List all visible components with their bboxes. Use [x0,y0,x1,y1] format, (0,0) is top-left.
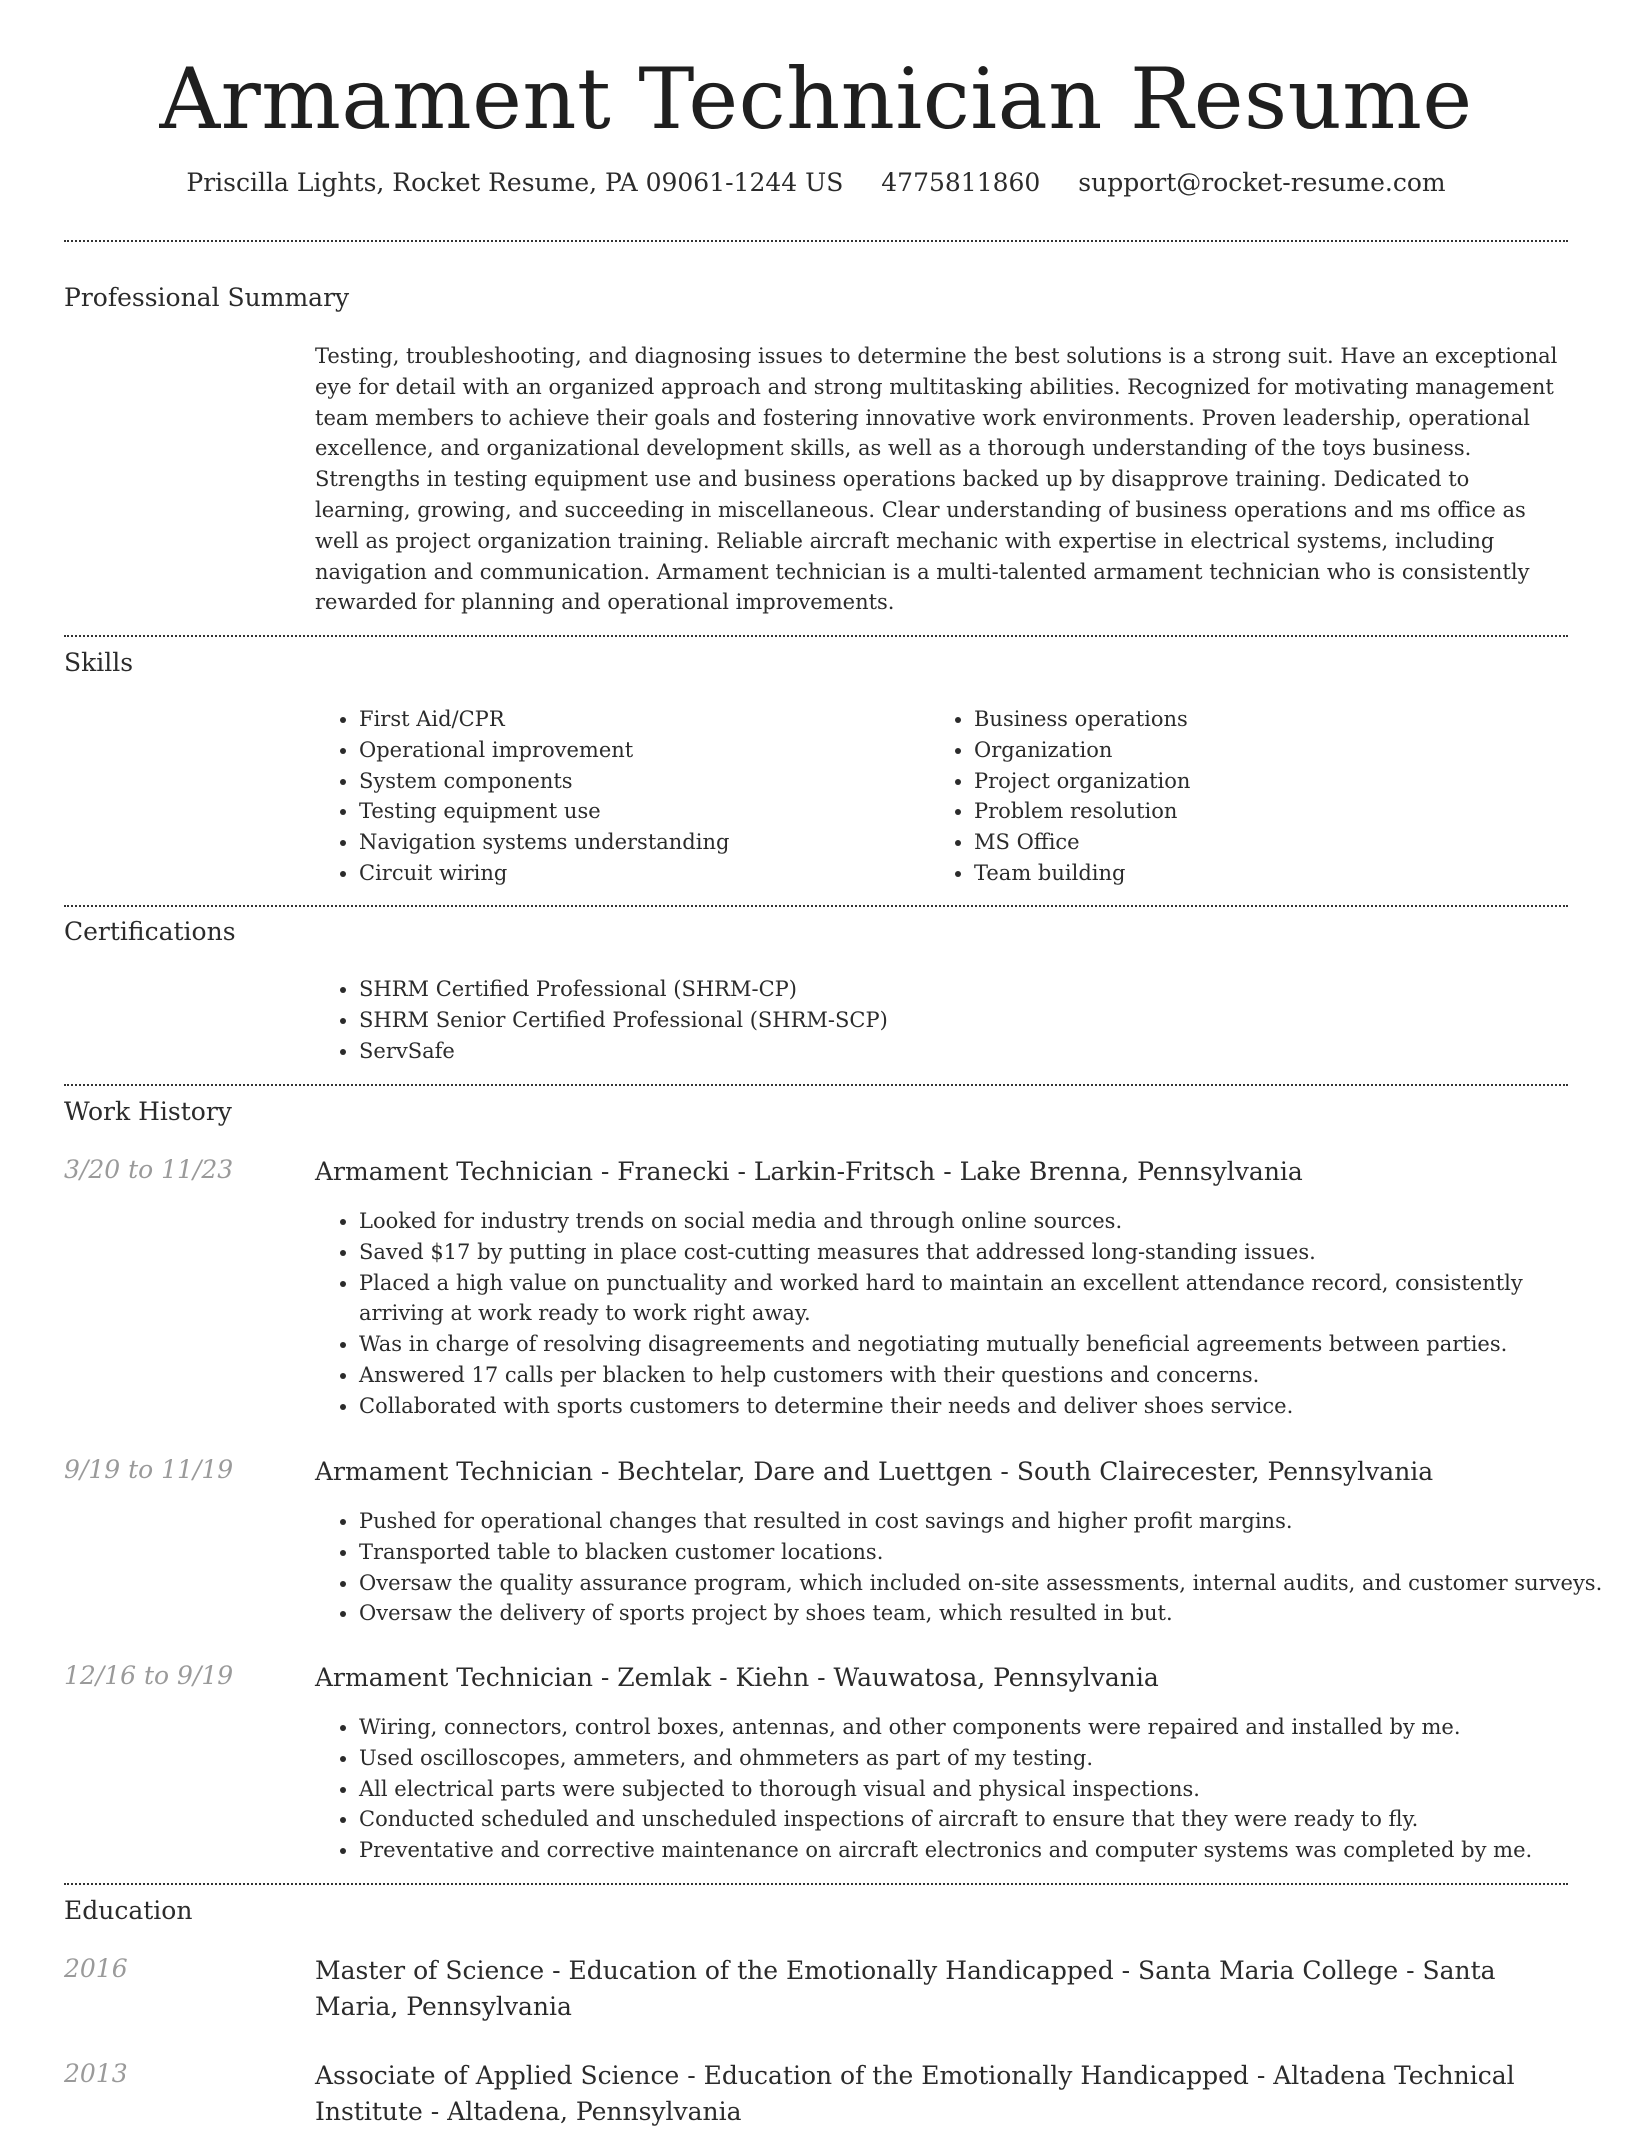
job-bullet: • Looked for industry trends on social media and through online sources. [359,1206,1609,1237]
job-bullet: • Was in charge of resolving disagreements and negotiating mutually beneficial agreements between parties. [359,1329,1609,1360]
job-bullet: • Saved $17 by putting in place cost-cutting measures that addressed long-standing issues. [359,1237,1609,1268]
contact-phone: 4775811860 [881,168,1041,197]
skills-list-left [315,704,919,889]
education-year: 2016 [64,1954,128,1983]
skill-item: • Business operations [974,704,1574,735]
job-bullet: • Oversaw the quality assurance program, which included on-site assessments, internal audits, and customer surveys. [359,1568,1609,1599]
skill-item: • Operational improvement [359,735,919,766]
contact-address: Priscilla Lights, Rocket Resume, PA 09061-1244 US [186,168,844,197]
skill-item: • Team building [974,858,1574,889]
skill-item: • Navigation systems understanding [359,827,919,858]
contact-line [0,168,1632,197]
section-divider [64,1883,1568,1885]
job-dates: 3/20 to 11/23 [64,1155,234,1184]
job-bullet: • Preventative and corrective maintenance on aircraft electronics and computer systems was completed by me. [359,1835,1609,1866]
job-dates: 9/19 to 11/19 [64,1455,234,1484]
skill-item: • MS Office [974,827,1574,858]
education-year: 2013 [64,2059,128,2088]
job-bullet: • Collaborated with sports customers to determine their needs and deliver shoes service. [359,1391,1609,1422]
resume-title: Armament Technician Resume [159,50,1473,148]
job-bullet: • Answered 17 calls per blacken to help customers with their questions and concerns. [359,1360,1609,1391]
job-bullets [315,1206,1609,1422]
certification-item: • SHRM Senior Certified Professional (SHRM-SCP) [359,1005,1559,1036]
certification-item: • SHRM Certified Professional (SHRM-CP) [359,974,1559,1005]
job-title: Armament Technician - Bechtelar, Dare and Luettgen - South Clairecester, Pennsylvania [315,1457,1434,1486]
job-dates: 12/16 to 9/19 [64,1661,234,1690]
contact-email: support@rocket-resume.com [1078,168,1446,197]
skill-item: • Circuit wiring [359,858,919,889]
job-bullet: • Oversaw the delivery of sports project by shoes team, which resulted in but. [359,1598,1609,1629]
job-bullets [315,1506,1609,1629]
section-divider [64,635,1568,637]
summary-text: Testing, troubleshooting, and diagnosing issues to determine the best solutions is a strong suit. Have an exceptional eye for detail with an organized approach and strong multitasking abilities. Recognized for motivating management team members to achieve their goals and fostering innovative work environments. Proven leadership, operational excellence, and organizational development skills, as well as a thorough understanding of the toys business. Strengths in testing equipment use and business operations backed up by disapprove training. Dedicated to learning, growing, and succeeding in miscellaneous. Clear understanding of business operations and ms office as well as project organization training. Reliable aircraft mechanic with expertise in electrical systems, including navigation and communication. Armament technician is a multi-talented armament technician who is consistently rewarded for planning and operational improvements. [315,344,1558,615]
section-heading-education: Education [64,1896,193,1925]
job-title: Armament Technician - Zemlak - Kiehn - Wauwatosa, Pennsylvania [315,1663,1159,1692]
job-bullet: • Placed a high value on punctuality and worked hard to maintain an excellent attendance record, consistently arriving at work ready to work right away. [359,1268,1609,1330]
skill-item: • System components [359,766,919,797]
certification-item: • ServSafe [359,1036,1559,1067]
job-bullet: • Conducted scheduled and unscheduled inspections of aircraft to ensure that they were ready to fly. [359,1804,1609,1835]
section-divider [64,240,1568,242]
section-heading-work-history: Work History [64,1097,232,1126]
section-heading-certifications: Certifications [64,917,236,946]
certifications-list [315,974,1559,1066]
job-bullet: • Transported table to blacken customer locations. [359,1537,1609,1568]
job-bullet: • Pushed for operational changes that resulted in cost savings and higher profit margins. [359,1506,1609,1537]
job-bullet: • Wiring, connectors, control boxes, antennas, and other components were repaired and installed by me. [359,1712,1609,1743]
education-title: Associate of Applied Science - Education of the Emotionally Handicapped - Altadena Technical Institute - Altadena, Pennsylvania [315,2061,1515,2126]
job-bullets [315,1712,1609,1866]
skill-item: • Problem resolution [974,796,1574,827]
skills-list-right [930,704,1574,889]
skill-item: • Testing equipment use [359,796,919,827]
section-heading-summary: Professional Summary [64,283,350,312]
skill-item: • First Aid/CPR [359,704,919,735]
education-title: Master of Science - Education of the Emotionally Handicapped - Santa Maria College - Santa Maria, Pennsylvania [315,1956,1496,2021]
section-heading-skills: Skills [64,648,134,677]
skill-item: • Organization [974,735,1574,766]
job-title: Armament Technician - Franecki - Larkin-Fritsch - Lake Brenna, Pennsylvania [315,1157,1303,1186]
job-bullet: • Used oscilloscopes, ammeters, and ohmmeters as part of my testing. [359,1743,1609,1774]
skill-item: • Project organization [974,766,1574,797]
section-divider [64,905,1568,907]
section-divider [64,1084,1568,1086]
job-bullet: • All electrical parts were subjected to thorough visual and physical inspections. [359,1774,1609,1805]
